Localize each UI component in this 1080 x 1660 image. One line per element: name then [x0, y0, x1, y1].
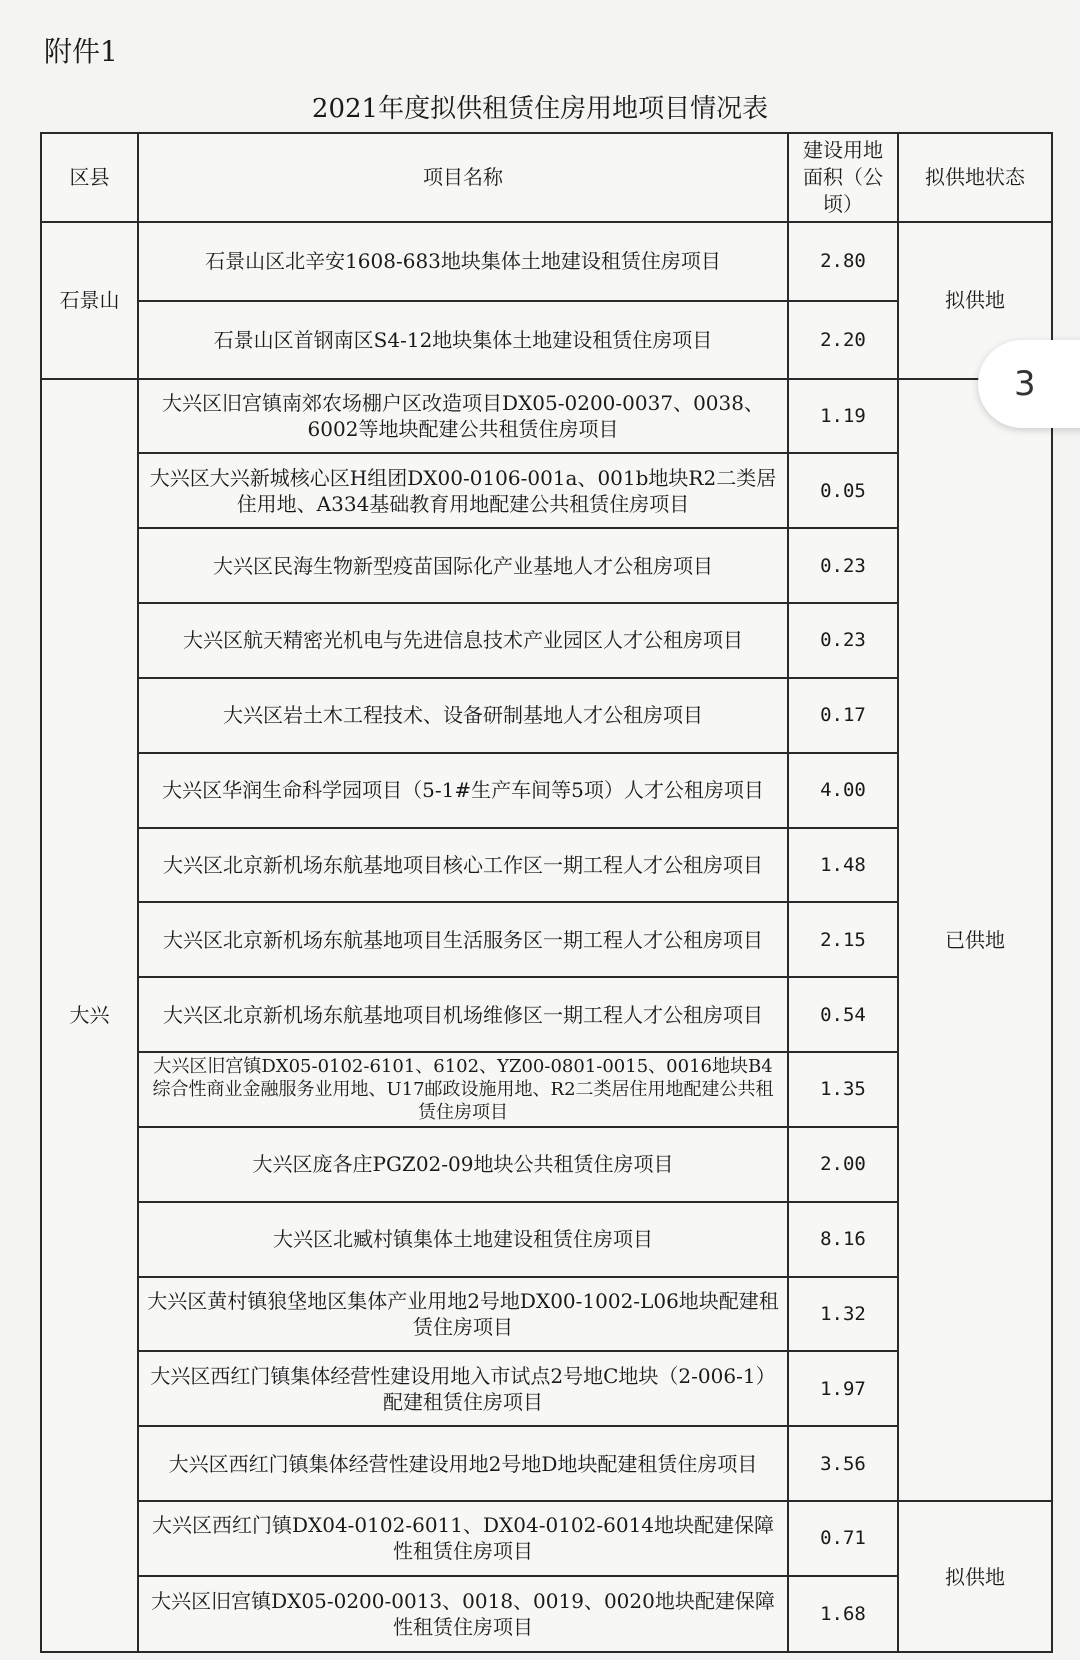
header-district: 区县 [41, 133, 138, 222]
project-cell: 石景山区首钢南区S4-12地块集体土地建设租赁住房项目 [138, 301, 788, 379]
project-cell: 大兴区北京新机场东航基地项目核心工作区一期工程人才公租房项目 [138, 828, 788, 903]
area-cell: 8.16 [788, 1202, 898, 1277]
table-header-row [41, 133, 1052, 222]
area-cell: 1.97 [788, 1351, 898, 1426]
area-cell: 0.23 [788, 603, 898, 678]
status-cell: 已供地 [898, 379, 1052, 1501]
project-cell: 大兴区旧宫镇南郊农场棚户区改造项目DX05-0200-0037、0038、6002等地块配建公共租赁住房项目 [138, 379, 788, 454]
project-cell: 大兴区大兴新城核心区H组团DX00-0106-001a、001b地块R2二类居住用地、A334基础教育用地配建公共租赁住房项目 [138, 453, 788, 528]
area-cell: 0.17 [788, 678, 898, 753]
project-table [40, 132, 1053, 1653]
area-cell: 1.32 [788, 1277, 898, 1352]
project-cell: 大兴区北臧村镇集体土地建设租赁住房项目 [138, 1202, 788, 1277]
area-cell: 2.20 [788, 301, 898, 379]
project-cell: 大兴区北京新机场东航基地项目机场维修区一期工程人才公租房项目 [138, 977, 788, 1052]
project-cell: 大兴区航天精密光机电与先进信息技术产业园区人才公租房项目 [138, 603, 788, 678]
area-cell: 1.68 [788, 1576, 898, 1652]
area-cell: 0.05 [788, 453, 898, 528]
attachment-label: 附件1 [44, 35, 118, 68]
area-cell: 0.71 [788, 1501, 898, 1576]
area-cell: 0.54 [788, 977, 898, 1052]
project-cell: 大兴区华润生命科学园项目（5-1#生产车间等5项）人才公租房项目 [138, 753, 788, 828]
project-cell: 大兴区庞各庄PGZ02-09地块公共租赁住房项目 [138, 1127, 788, 1202]
header-status: 拟供地状态 [898, 133, 1052, 222]
area-cell: 4.00 [788, 753, 898, 828]
area-cell: 0.23 [788, 528, 898, 603]
status-cell: 拟供地 [898, 1501, 1052, 1652]
area-cell: 2.80 [788, 222, 898, 301]
project-cell: 大兴区民海生物新型疫苗国际化产业基地人才公租房项目 [138, 528, 788, 603]
header-project: 项目名称 [138, 133, 788, 222]
district-cell: 石景山 [41, 222, 138, 379]
project-cell: 大兴区西红门镇DX04-0102-6011、DX04-0102-6014地块配建保障性租赁住房项目 [138, 1501, 788, 1576]
area-cell: 1.48 [788, 828, 898, 903]
page-number-badge[interactable]: 3 [978, 340, 1080, 428]
project-cell: 大兴区西红门镇集体经营性建设用地入市试点2号地C地块（2-006-1）配建租赁住房项目 [138, 1351, 788, 1426]
header-area: 建设用地面积（公顷） [788, 133, 898, 222]
district-cell: 大兴 [41, 379, 138, 1652]
area-cell: 2.15 [788, 902, 898, 977]
table-row [41, 1501, 1052, 1576]
status-cell: 拟供地 [898, 222, 1052, 379]
area-cell: 1.35 [788, 1052, 898, 1127]
project-cell: 大兴区岩土木工程技术、设备研制基地人才公租房项目 [138, 678, 788, 753]
area-cell: 1.19 [788, 379, 898, 454]
project-cell: 大兴区旧宫镇DX05-0200-0013、0018、0019、0020地块配建保障性租赁住房项目 [138, 1576, 788, 1652]
project-cell: 大兴区旧宫镇DX05-0102-6101、6102、YZ00-0801-0015、0016地块B4综合性商业金融服务业用地、U17邮政设施用地、R2二类居住用地配建公共租赁住房项目 [138, 1052, 788, 1127]
project-cell: 石景山区北辛安1608-683地块集体土地建设租赁住房项目 [138, 222, 788, 301]
table-row [41, 379, 1052, 454]
project-cell: 大兴区西红门镇集体经营性建设用地2号地D地块配建租赁住房项目 [138, 1426, 788, 1501]
area-cell: 3.56 [788, 1426, 898, 1501]
project-cell: 大兴区黄村镇狼垡地区集体产业用地2号地DX00-1002-L06地块配建租赁住房项目 [138, 1277, 788, 1352]
page-title: 2021年度拟供租赁住房用地项目情况表 [311, 94, 769, 124]
table-row [41, 222, 1052, 301]
project-cell: 大兴区北京新机场东航基地项目生活服务区一期工程人才公租房项目 [138, 902, 788, 977]
area-cell: 2.00 [788, 1127, 898, 1202]
